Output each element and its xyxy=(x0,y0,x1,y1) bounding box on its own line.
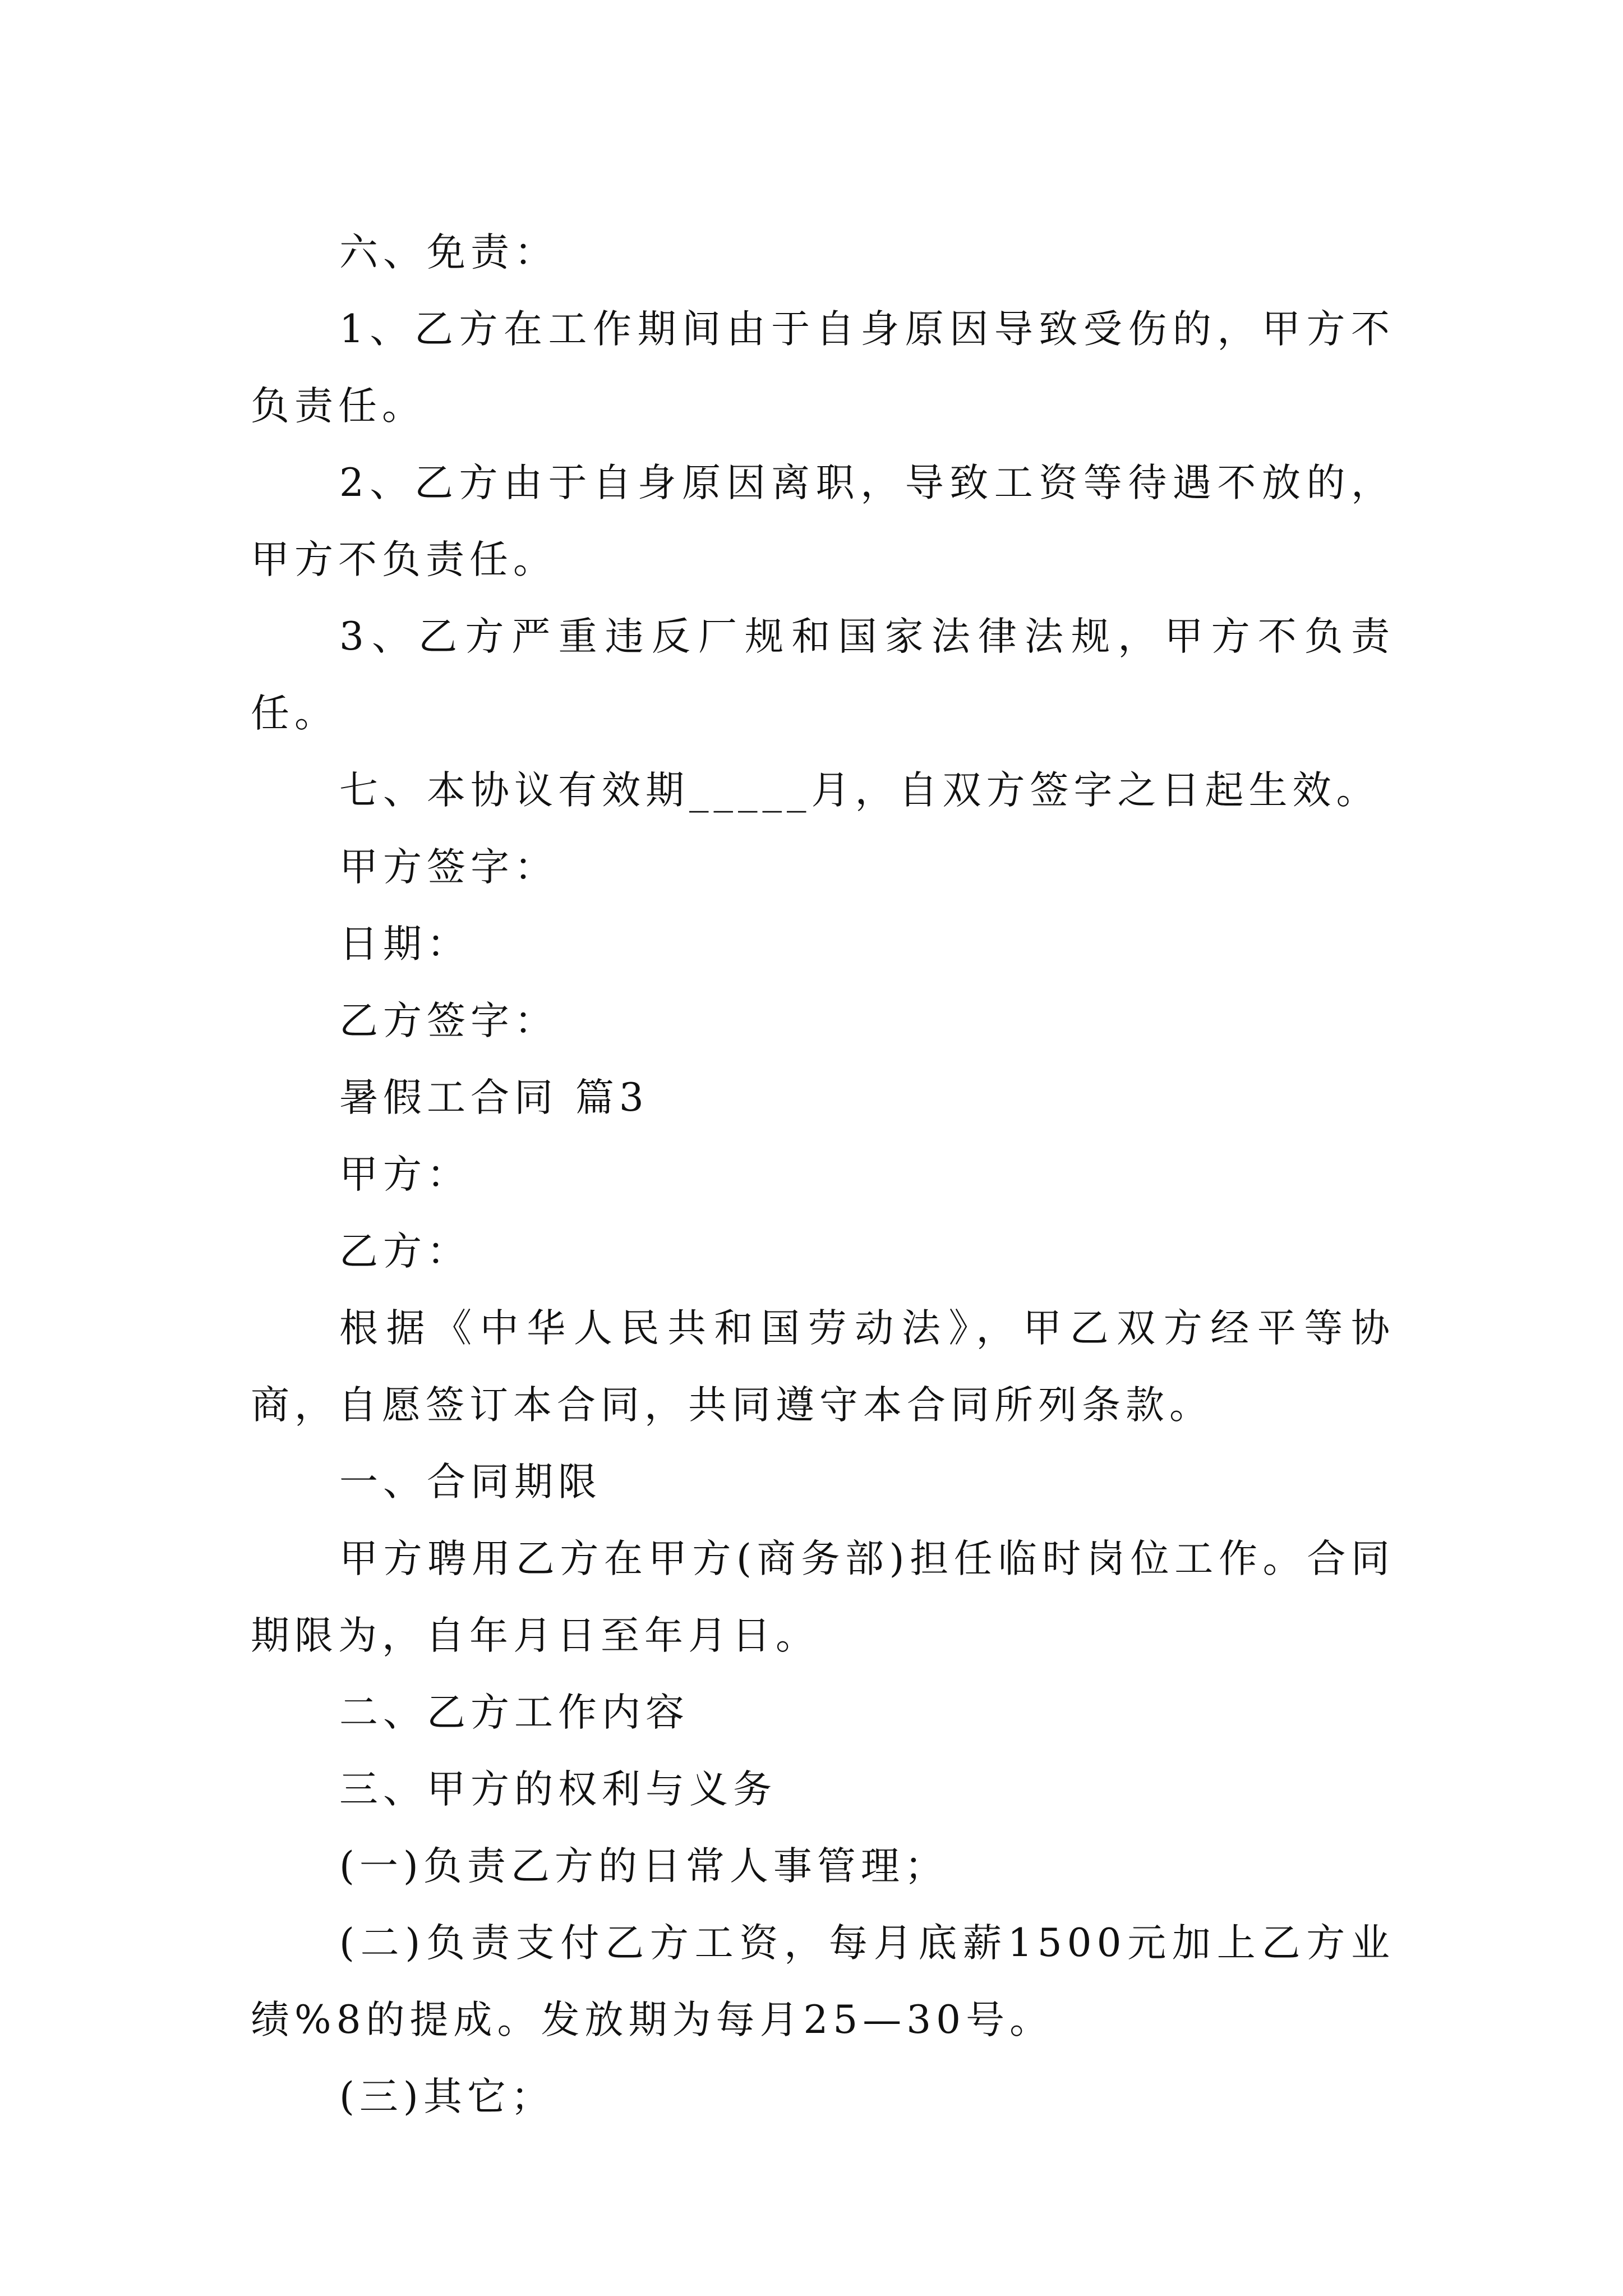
clause-paragraph-1: 1、乙方在工作期间由于自身原因导致受伤的，甲方不负责任。 xyxy=(251,307,1395,429)
party-b-signature-label: 乙方签字： xyxy=(339,999,558,1043)
contract-intro-paragraph: 根据《中华人民共和国劳动法》，甲乙双方经平等协商，自愿签订本合同，共同遵守本合同所列条款。 xyxy=(251,1306,1395,1428)
duty-item-2: (二)负责支付乙方工资，每月底薪1500元加上乙方业绩%8的提成。发放期为每月25—30号。 xyxy=(251,1921,1395,2042)
section-heading-term: 一、合同期限 xyxy=(339,1460,602,1504)
document-body xyxy=(251,214,1395,2136)
clause-paragraph-3: 3、乙方严重违反厂规和国家法律法规，甲方不负责任。 xyxy=(251,614,1395,736)
term-paragraph: 甲方聘用乙方在甲方(商务部)担任临时岗位工作。合同期限为，自年月日至年月日。 xyxy=(251,1536,1395,1658)
clause-paragraph-2: 2、乙方由于自身原因离职，导致工资等待遇不放的，甲方不负责任。 xyxy=(251,461,1395,582)
contract-title: 暑假工合同 篇3 xyxy=(339,1075,649,1120)
section-heading-work-content: 二、乙方工作内容 xyxy=(339,1690,689,1735)
party-a-signature-label: 甲方签字： xyxy=(339,845,558,890)
section-heading-six: 六、免责： xyxy=(339,230,558,275)
section-heading-seven: 七、本协议有效期_____月，自双方签字之日起生效。 xyxy=(339,768,1380,813)
party-a-label: 甲方： xyxy=(339,1152,471,1197)
section-heading-rights-duties: 三、甲方的权利与义务 xyxy=(339,1767,777,1812)
duty-item-1: (一)负责乙方的日常人事管理； xyxy=(339,1844,948,1889)
party-b-label: 乙方： xyxy=(339,1229,471,1274)
duty-item-3: (三)其它； xyxy=(339,2074,555,2119)
date-label: 日期： xyxy=(339,922,471,967)
